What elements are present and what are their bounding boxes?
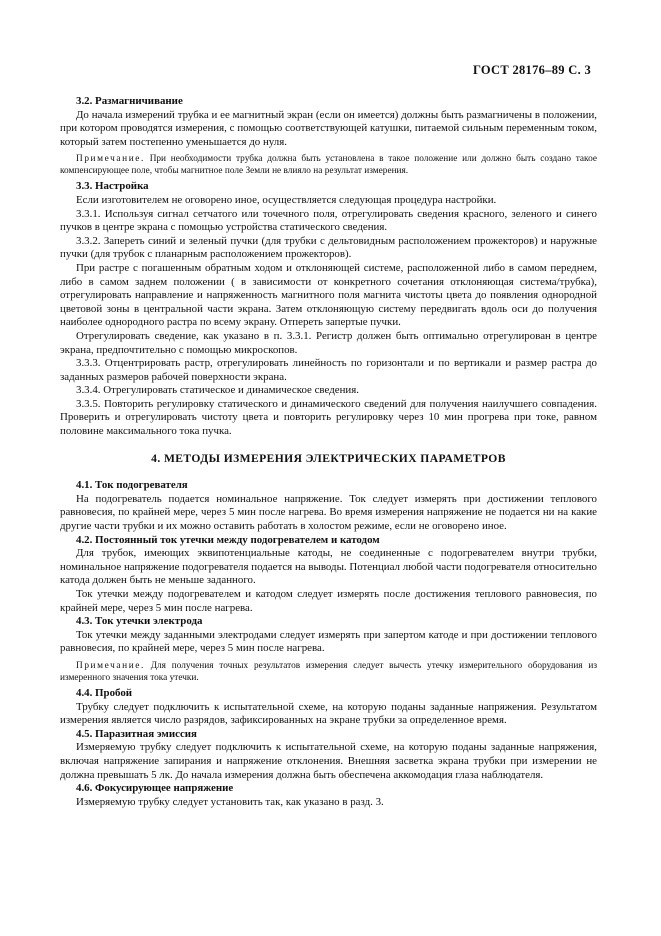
note-paragraph [60,660,597,684]
body-paragraph: Измеряемую трубку следует подключить к испытательной схеме, на которую поданы заданные напряжения, включая напряжение запирания и напряжение отклонения. Внешняя засветка экрана трубки при измерении не должна превышать 5 лк. До начала измерения должна быть обеспечена аккомодация глаза наблюдателя. [60,741,597,781]
note-label: Примечание. [76,154,145,165]
subsection-heading: 4.1. Ток подогревателя [76,479,188,492]
body-paragraph: При растре с погашенным обратным ходом и отклоняющей системе, расположенной либо в самом переднем, либо в самом заднем положении ( в зависимости от конкретного сочетания отклоняющая система/трубка), отрегулировать направление и напряженность магнитного поля магнита чистоты цвета до появления однородной цветовой зоны в центральной части экрана. Затем отклоняющую систему передвигать вдоль оси до получения наиболее однородного растра по всему экрану. Отпереть запертые пучки. [60,261,597,329]
subsection-heading: 3.2. Размагничивание [76,95,183,107]
subsection-heading: 4.4. Пробой [76,686,133,699]
note-label: Примечание. [76,660,145,671]
note-text: Для получения точных результатов измерения следует вычесть утечку измерительного оборудования из измеренного значения тока утечки. [60,660,597,683]
document-body [60,95,597,809]
body-paragraph: Если изготовителем не оговорено иное, осуществляется следующая процедура настройки. [76,193,497,206]
body-paragraph: Для трубок, имеющих эквипотенциальные катоды, не соединенные с подогревателем внутри трубки, номинальное напряжение подогревателя подается на выводы. Потенциал любой части подогревателя относительно катода должен быть не меньше заданного. [60,547,597,587]
body-paragraph: Измеряемую трубку следует установить так, как указано в разд. 3. [76,795,384,808]
body-paragraph: 3.3.5. Повторить регулировку статического и динамического сведений для получения наилучшего совпадения. Проверить и отрегулировать чистоту цвета и повторить регулировку через 10 мин прогрева при токе, равном половине максимального тока пучка. [60,397,597,438]
section-heading: 4. МЕТОДЫ ИЗМЕРЕНИЯ ЭЛЕКТРИЧЕСКИХ ПАРАМЕТРОВ [151,451,506,465]
body-paragraph: На подогреватель подается номинальное напряжение. Ток следует измерять при достижении теплового равновесия, по крайней мере, через 5 мин после нагрева. Во время измерения напряжение не подается ни на какие другие части трубки и их можно оставить работать в холостом режиме, если не оговорено иное. [60,492,597,533]
body-paragraph: 3.3.3. Отцентрировать растр, отрегулировать линейность по горизонтали и по вертикали и размер растра до заданных размеров рабочей поверхности экрана. [60,357,597,383]
body-paragraph: Отрегулировать сведение, как указано в п. 3.3.1. Регистр должен быть оптимально отрегулирован в центре экрана, предпочтительно с помощью микроскопов. [60,329,597,356]
body-paragraph: Ток утечки между подогревателем и катодом следует измерять после достижения теплового равновесия, по крайней мере, через 5 мин после нагрева. [60,588,597,614]
subsection-heading: 4.2. Постоянный ток утечки между подогревателем и катодом [76,533,380,546]
subsection-heading: 4.6. Фокусирующее напряжение [76,782,234,795]
subsection-heading: 3.3. Настройка [76,180,149,193]
body-paragraph: Ток утечки между заданными электродами следует измерять при запертом катоде и при достижении теплового равновесия, по крайней мере, через 5 мин после нагрева. [60,628,597,655]
body-paragraph: До начала измерений трубка и ее магнитный экран (если он имеется) должны быть размагничены в положении, при котором проводятся измерения, с помощью соответствующей катушки, питаемой сильным переменным током, который затем постепенно уменьшается до нуля. [60,108,597,148]
body-paragraph: 3.3.2. Запереть синий и зеленый пучки (для трубки с дельтовидным расположением прожекторов) и наружные пучки (для трубок с планарным расположением прожекторов). [60,234,597,261]
note-text: При необходимости трубка должна быть установлена в такое положение или должно быть создано такое компенсирующее поле, чтобы магнитное поле Земли не влияло на результат измерения. [60,154,597,177]
note-paragraph [60,153,597,177]
body-paragraph: 3.3.1. Используя сигнал сетчатого или точечного поля, отрегулировать сведения красного, зеленого и синего пучков в центре экрана с помощью устройства статического сведения. [60,207,597,234]
subsection-heading: 4.3. Ток утечки электрода [76,615,203,628]
page-header: ГОСТ 28176–89 С. 3 [472,63,591,77]
body-paragraph: 3.3.4. Отрегулировать статическое и динамическое сведения. [76,384,359,397]
body-paragraph: Трубку следует подключить к испытательной схеме, на которую поданы заданные напряжения. Результатом измерения является число разрядов, зафиксированных на экране трубки за определенное время. [60,700,597,727]
subsection-heading: 4.5. Паразитная эмиссия [76,727,197,740]
